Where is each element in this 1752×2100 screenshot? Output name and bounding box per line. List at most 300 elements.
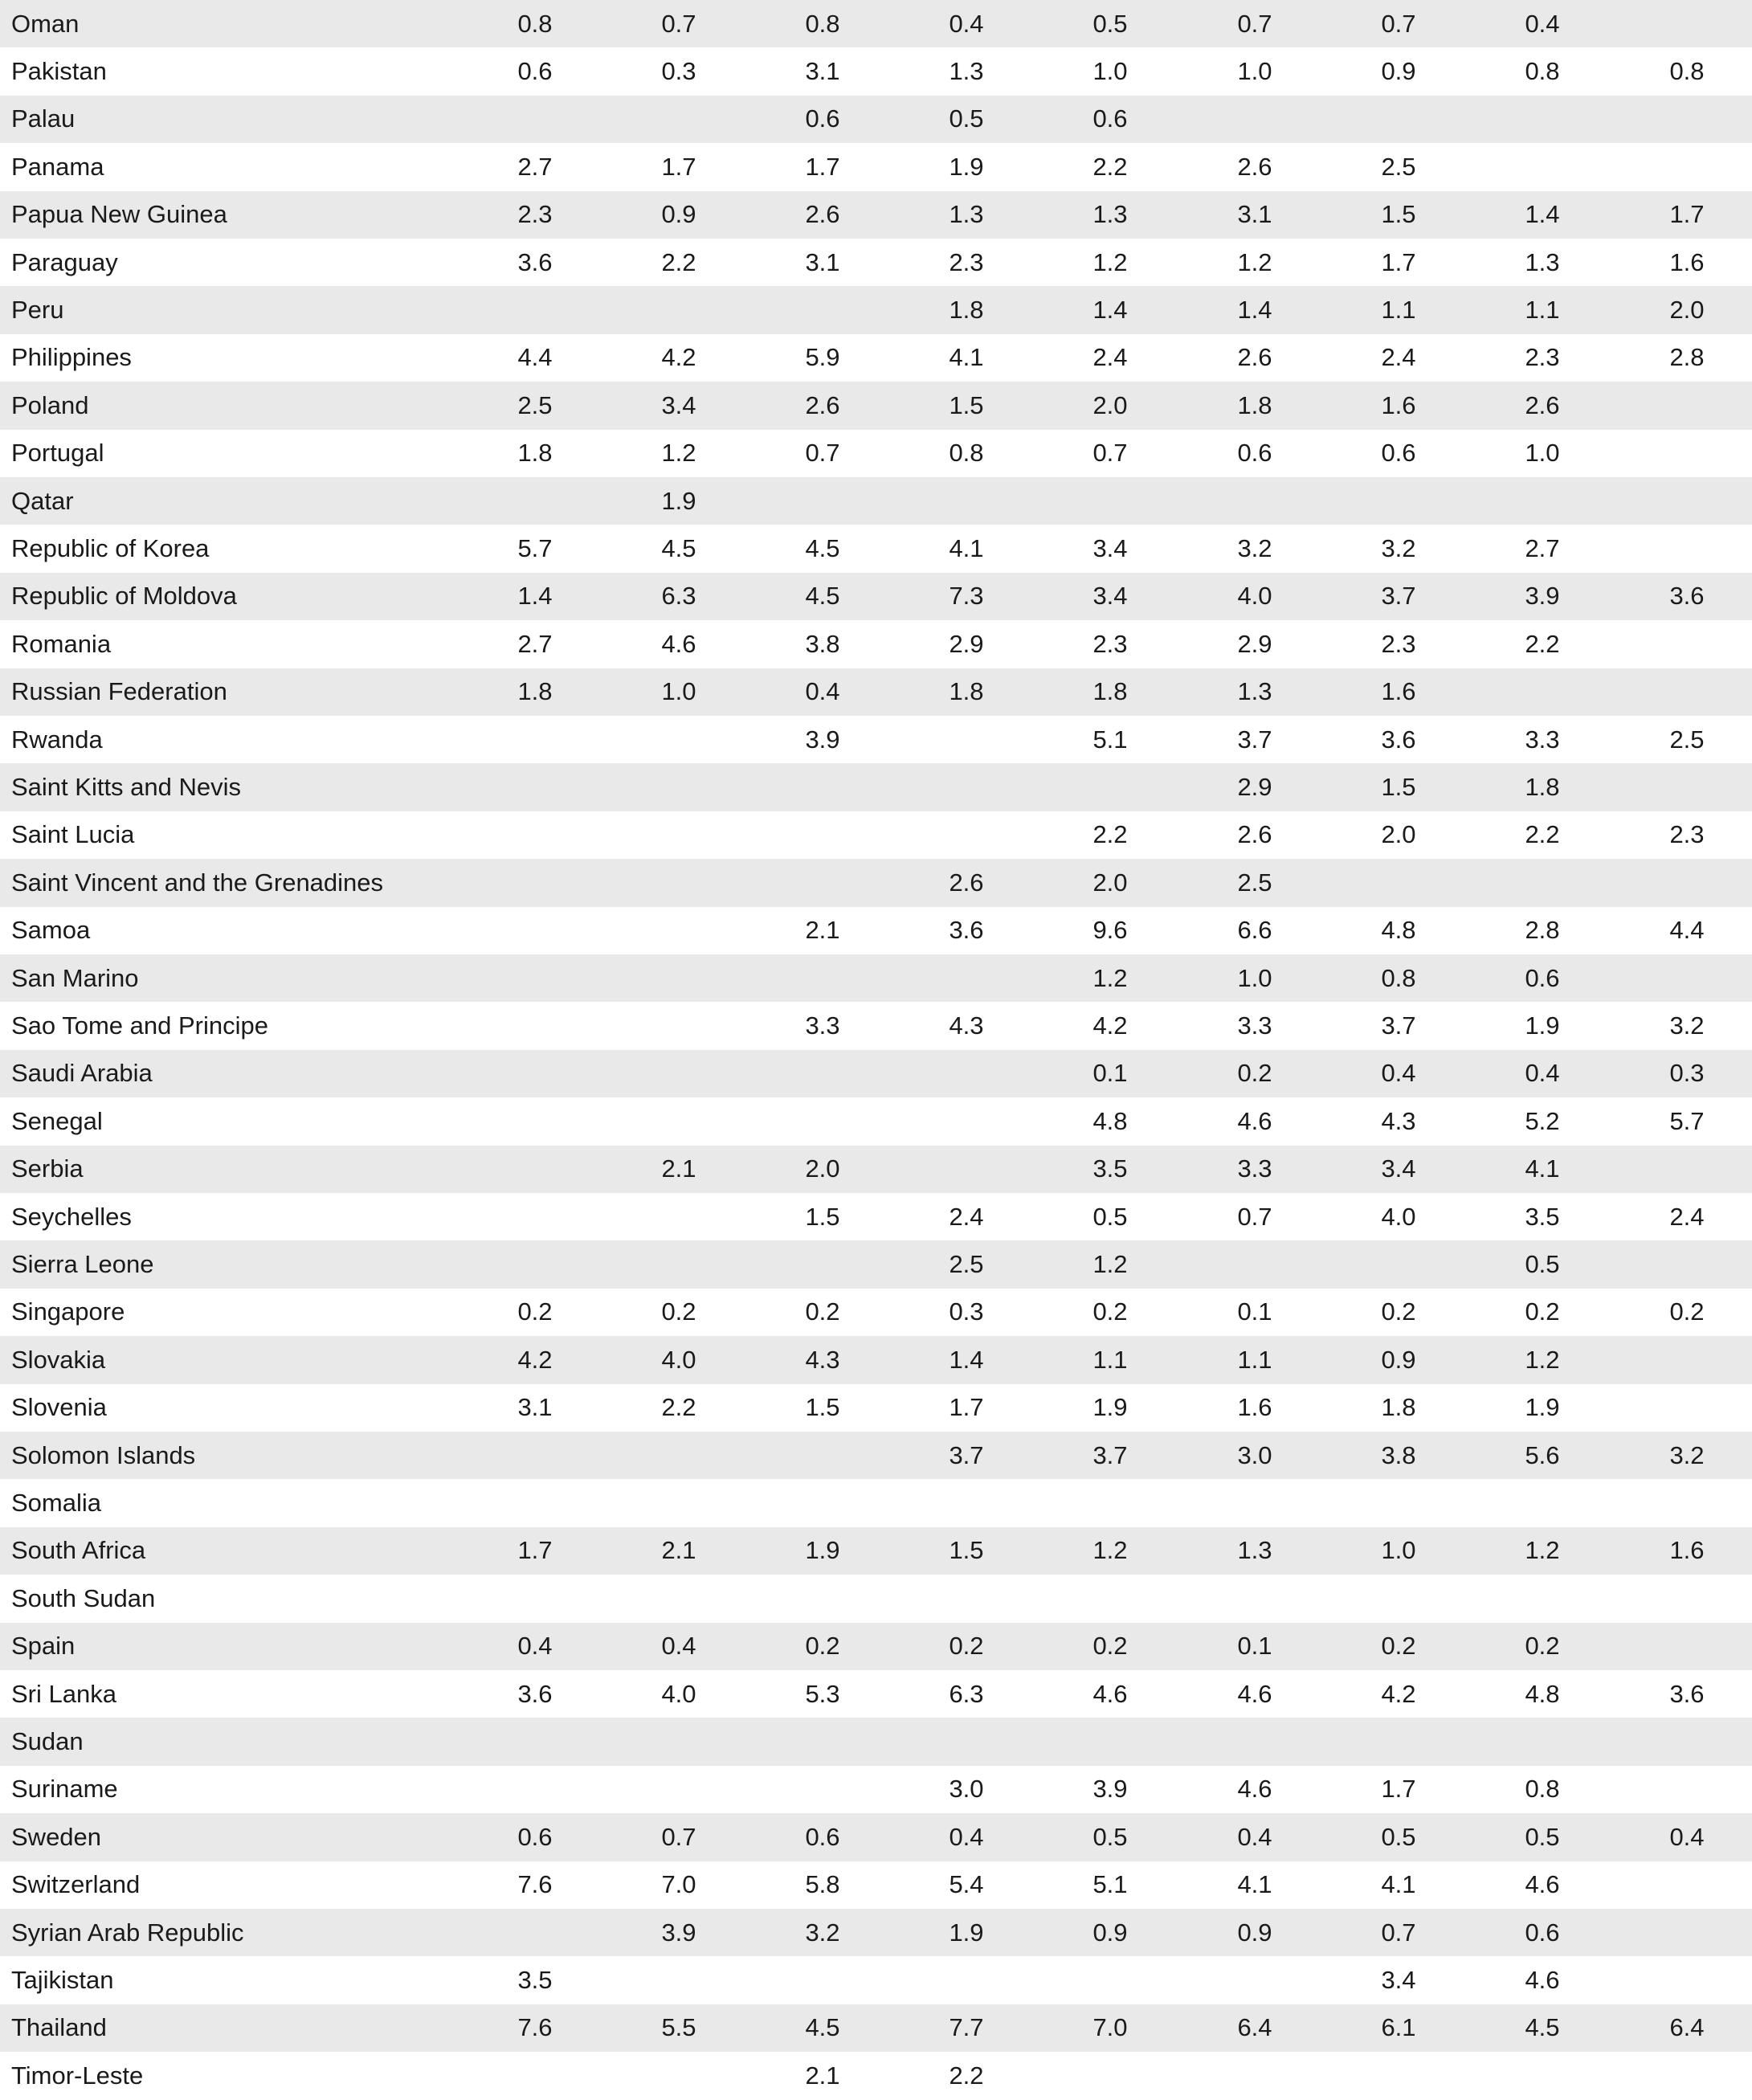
value-cell: 6.3	[661, 582, 696, 611]
value-cell: 1.1	[1525, 296, 1560, 325]
table-row	[0, 1766, 1752, 1813]
value-cell: 2.2	[661, 247, 696, 276]
country-name: Sri Lanka	[11, 1679, 116, 1708]
value-cell: 1.9	[1092, 1393, 1128, 1422]
value-cell: 2.7	[517, 629, 553, 658]
value-cell: 0.2	[1669, 1297, 1705, 1326]
value-cell: 2.1	[661, 1154, 696, 1183]
country-name: Panama	[11, 152, 104, 181]
value-cell: 0.7	[1092, 439, 1128, 468]
value-cell: 0.8	[1669, 57, 1705, 86]
value-cell: 1.7	[1669, 200, 1705, 229]
value-cell: 1.3	[1237, 677, 1272, 706]
value-cell: 4.3	[1381, 1106, 1416, 1135]
value-cell: 5.3	[805, 1679, 840, 1708]
value-cell: 3.0	[949, 1775, 984, 1804]
table-row	[0, 334, 1752, 382]
table-row	[0, 286, 1752, 333]
value-cell: 0.2	[1092, 1297, 1128, 1326]
table-row	[0, 1670, 1752, 1718]
value-cell: 0.8	[1525, 57, 1560, 86]
value-cell: 3.1	[805, 247, 840, 276]
country-name: Portugal	[11, 439, 104, 468]
value-cell: 5.6	[1525, 1440, 1560, 1469]
value-cell: 5.2	[1525, 1106, 1560, 1135]
value-cell: 0.2	[805, 1632, 840, 1661]
value-cell: 1.8	[949, 677, 984, 706]
value-cell: 0.6	[805, 1822, 840, 1851]
country-name: Solomon Islands	[11, 1440, 196, 1469]
table-row	[0, 191, 1752, 239]
value-cell: 0.7	[661, 9, 696, 38]
value-cell: 3.2	[1381, 534, 1416, 563]
country-name: Seychelles	[11, 1202, 132, 1231]
value-cell: 1.6	[1381, 390, 1416, 419]
value-cell: 1.2	[1092, 1536, 1128, 1565]
value-cell: 3.5	[1092, 1154, 1128, 1183]
country-name: Spain	[11, 1632, 76, 1661]
value-cell: 0.2	[1237, 1059, 1272, 1088]
value-cell: 2.3	[1669, 820, 1705, 849]
value-cell: 5.5	[661, 2013, 696, 2042]
value-cell: 0.4	[949, 9, 984, 38]
country-name: Samoa	[11, 916, 91, 945]
value-cell: 1.9	[661, 486, 696, 515]
value-cell: 0.2	[661, 1297, 696, 1326]
country-name: Slovakia	[11, 1345, 106, 1374]
value-cell: 1.6	[1669, 1536, 1705, 1565]
value-cell: 5.1	[1092, 725, 1128, 754]
value-cell: 2.9	[1237, 629, 1272, 658]
value-cell: 1.3	[1525, 247, 1560, 276]
country-name: Sweden	[11, 1822, 102, 1851]
table-row	[0, 1289, 1752, 1336]
table-row	[0, 430, 1752, 477]
table-row	[0, 1097, 1752, 1145]
value-cell: 1.3	[1237, 1536, 1272, 1565]
value-cell: 0.4	[1525, 1059, 1560, 1088]
value-cell: 2.5	[1669, 725, 1705, 754]
value-cell: 4.1	[1381, 1870, 1416, 1899]
value-cell: 0.8	[517, 9, 553, 38]
value-cell: 0.8	[949, 439, 984, 468]
value-cell: 3.0	[1237, 1440, 1272, 1469]
value-cell: 1.0	[1381, 1536, 1416, 1565]
value-cell: 0.7	[1381, 9, 1416, 38]
value-cell: 2.0	[1092, 390, 1128, 419]
value-cell: 4.0	[661, 1345, 696, 1374]
value-cell: 2.7	[517, 152, 553, 181]
value-cell: 4.5	[661, 534, 696, 563]
value-cell: 1.1	[1237, 1345, 1272, 1374]
table-row	[0, 811, 1752, 859]
value-cell: 0.8	[805, 9, 840, 38]
value-cell: 2.6	[805, 390, 840, 419]
value-cell: 1.2	[1092, 1250, 1128, 1279]
value-cell: 2.2	[1525, 629, 1560, 658]
table-row	[0, 716, 1752, 763]
value-cell: 3.7	[1381, 582, 1416, 611]
value-cell: 5.7	[517, 534, 553, 563]
value-cell: 2.0	[805, 1154, 840, 1183]
value-cell: 0.4	[1669, 1822, 1705, 1851]
value-cell: 0.9	[1092, 1918, 1128, 1947]
country-name: Saudi Arabia	[11, 1059, 153, 1088]
value-cell: 2.4	[949, 1202, 984, 1231]
value-cell: 1.7	[949, 1393, 984, 1422]
value-cell: 2.3	[517, 200, 553, 229]
value-cell: 1.4	[1237, 296, 1272, 325]
value-cell: 4.4	[517, 343, 553, 372]
value-cell: 1.9	[1525, 1393, 1560, 1422]
value-cell: 1.5	[805, 1202, 840, 1231]
table-row	[0, 1193, 1752, 1240]
value-cell: 0.6	[1525, 963, 1560, 992]
value-cell: 0.4	[1525, 9, 1560, 38]
value-cell: 1.2	[1237, 247, 1272, 276]
value-cell: 6.3	[949, 1679, 984, 1708]
value-cell: 0.7	[1237, 9, 1272, 38]
value-cell: 0.9	[1381, 1345, 1416, 1374]
value-cell: 3.9	[1092, 1775, 1128, 1804]
country-name: Republic of Korea	[11, 534, 210, 563]
value-cell: 2.0	[1092, 868, 1128, 897]
country-name: Romania	[11, 629, 112, 658]
value-cell: 0.7	[1237, 1202, 1272, 1231]
value-cell: 3.9	[1525, 582, 1560, 611]
table-row	[0, 1336, 1752, 1383]
value-cell: 3.6	[1669, 1679, 1705, 1708]
value-cell: 0.3	[1669, 1059, 1705, 1088]
table-row	[0, 1813, 1752, 1861]
value-cell: 5.8	[805, 1870, 840, 1899]
value-cell: 4.2	[1092, 1011, 1128, 1040]
value-cell: 6.1	[1381, 2013, 1416, 2042]
value-cell: 2.5	[949, 1250, 984, 1279]
value-cell: 4.8	[1381, 916, 1416, 945]
value-cell: 4.2	[661, 343, 696, 372]
value-cell: 1.0	[1237, 963, 1272, 992]
country-name: Tajikistan	[11, 1966, 114, 1995]
value-cell: 4.5	[805, 2013, 840, 2042]
value-cell: 4.8	[1525, 1679, 1560, 1708]
value-cell: 0.7	[1381, 1918, 1416, 1947]
value-cell: 1.8	[1525, 773, 1560, 802]
value-cell: 0.2	[805, 1297, 840, 1326]
value-cell: 1.7	[517, 1536, 553, 1565]
value-cell: 7.7	[949, 2013, 984, 2042]
value-cell: 3.4	[1092, 582, 1128, 611]
value-cell: 0.8	[1525, 1775, 1560, 1804]
table-row	[0, 1240, 1752, 1288]
value-cell: 2.1	[661, 1536, 696, 1565]
value-cell: 2.6	[1237, 343, 1272, 372]
value-cell: 0.4	[661, 1632, 696, 1661]
country-name: Palau	[11, 104, 76, 133]
table-row	[0, 1002, 1752, 1049]
country-name: Papua New Guinea	[11, 200, 227, 229]
value-cell: 0.8	[1381, 963, 1416, 992]
value-cell: 0.1	[1092, 1059, 1128, 1088]
table-row	[0, 0, 1752, 47]
value-cell: 3.1	[1237, 200, 1272, 229]
value-cell: 3.1	[805, 57, 840, 86]
value-cell: 3.7	[1237, 725, 1272, 754]
value-cell: 2.0	[1381, 820, 1416, 849]
value-cell: 4.8	[1092, 1106, 1128, 1135]
value-cell: 0.9	[1237, 1918, 1272, 1947]
table-row	[0, 1432, 1752, 1479]
value-cell: 0.6	[1092, 104, 1128, 133]
value-cell: 4.3	[805, 1345, 840, 1374]
country-name: Republic of Moldova	[11, 582, 237, 611]
value-cell: 2.0	[1669, 296, 1705, 325]
country-name: Sierra Leone	[11, 1250, 154, 1279]
value-cell: 3.6	[517, 1679, 553, 1708]
table-row	[0, 382, 1752, 429]
value-cell: 3.4	[1092, 534, 1128, 563]
table-row	[0, 143, 1752, 190]
value-cell: 1.9	[949, 1918, 984, 1947]
value-cell: 3.7	[1381, 1011, 1416, 1040]
value-cell: 1.7	[1381, 1775, 1416, 1804]
value-cell: 0.2	[517, 1297, 553, 1326]
value-cell: 2.3	[1092, 629, 1128, 658]
table-row	[0, 525, 1752, 572]
value-cell: 0.2	[1525, 1297, 1560, 1326]
value-cell: 2.8	[1525, 916, 1560, 945]
table-row	[0, 96, 1752, 143]
value-cell: 3.4	[1381, 1154, 1416, 1183]
value-cell: 0.1	[1237, 1297, 1272, 1326]
value-cell: 1.1	[1092, 1345, 1128, 1374]
country-name: Paraguay	[11, 247, 118, 276]
value-cell: 0.2	[1381, 1632, 1416, 1661]
value-cell: 1.0	[661, 677, 696, 706]
value-cell: 1.0	[1092, 57, 1128, 86]
value-cell: 4.6	[1237, 1106, 1272, 1135]
value-cell: 3.6	[1669, 582, 1705, 611]
value-cell: 3.2	[1669, 1440, 1705, 1469]
value-cell: 2.7	[1525, 534, 1560, 563]
country-name: Senegal	[11, 1106, 103, 1135]
value-cell: 4.1	[949, 343, 984, 372]
value-cell: 0.2	[1525, 1632, 1560, 1661]
value-cell: 1.8	[1237, 390, 1272, 419]
value-cell: 2.6	[1525, 390, 1560, 419]
value-cell: 1.8	[1381, 1393, 1416, 1422]
value-cell: 1.9	[949, 152, 984, 181]
value-cell: 0.6	[1525, 1918, 1560, 1947]
value-cell: 1.5	[805, 1393, 840, 1422]
country-name: Russian Federation	[11, 677, 227, 706]
value-cell: 2.1	[805, 2061, 840, 2090]
table-row	[0, 573, 1752, 620]
table-row	[0, 239, 1752, 286]
value-cell: 4.6	[1525, 1966, 1560, 1995]
country-name: Philippines	[11, 343, 132, 372]
country-name: Saint Lucia	[11, 820, 135, 849]
value-cell: 1.0	[1237, 57, 1272, 86]
value-cell: 1.6	[1237, 1393, 1272, 1422]
value-cell: 4.6	[661, 629, 696, 658]
value-cell: 3.2	[1237, 534, 1272, 563]
value-cell: 1.2	[661, 439, 696, 468]
value-cell: 4.6	[1237, 1775, 1272, 1804]
country-name: Poland	[11, 390, 89, 419]
value-cell: 3.3	[805, 1011, 840, 1040]
value-cell: 3.6	[1381, 725, 1416, 754]
value-cell: 0.3	[661, 57, 696, 86]
value-cell: 0.5	[1381, 1822, 1416, 1851]
value-cell: 2.9	[1237, 773, 1272, 802]
value-cell: 3.3	[1525, 725, 1560, 754]
value-cell: 2.5	[517, 390, 553, 419]
value-cell: 1.2	[1092, 963, 1128, 992]
value-cell: 0.4	[517, 1632, 553, 1661]
value-cell: 4.3	[949, 1011, 984, 1040]
value-cell: 3.7	[1092, 1440, 1128, 1469]
value-cell: 1.5	[1381, 200, 1416, 229]
value-cell: 2.8	[1669, 343, 1705, 372]
value-cell: 1.6	[1381, 677, 1416, 706]
country-name: Saint Kitts and Nevis	[11, 773, 242, 802]
country-name: Somalia	[11, 1489, 101, 1518]
country-name: Syrian Arab Republic	[11, 1918, 244, 1947]
value-cell: 1.6	[1669, 247, 1705, 276]
value-cell: 4.5	[805, 582, 840, 611]
value-cell: 3.4	[1381, 1966, 1416, 1995]
value-cell: 4.2	[517, 1345, 553, 1374]
value-cell: 0.9	[661, 200, 696, 229]
value-cell: 3.2	[1669, 1011, 1705, 1040]
value-cell: 6.4	[1237, 2013, 1272, 2042]
country-name: South Sudan	[11, 1583, 156, 1612]
table-row	[0, 954, 1752, 1002]
table-row	[0, 2004, 1752, 2052]
value-cell: 5.1	[1092, 1870, 1128, 1899]
value-cell: 7.6	[517, 1870, 553, 1899]
country-name: Saint Vincent and the Grenadines	[11, 868, 384, 897]
value-cell: 7.6	[517, 2013, 553, 2042]
table-row	[0, 1479, 1752, 1526]
table-row	[0, 907, 1752, 954]
value-cell: 1.9	[1525, 1011, 1560, 1040]
value-cell: 0.5	[1092, 1822, 1128, 1851]
value-cell: 2.1	[805, 916, 840, 945]
value-cell: 4.0	[661, 1679, 696, 1708]
value-cell: 3.4	[661, 390, 696, 419]
table-row	[0, 763, 1752, 811]
value-cell: 1.2	[1525, 1536, 1560, 1565]
value-cell: 2.6	[805, 200, 840, 229]
value-cell: 1.5	[949, 390, 984, 419]
value-cell: 1.9	[805, 1536, 840, 1565]
value-cell: 1.7	[805, 152, 840, 181]
value-cell: 2.3	[1525, 343, 1560, 372]
value-cell: 3.3	[1237, 1154, 1272, 1183]
country-name: San Marino	[11, 963, 139, 992]
value-cell: 0.5	[1092, 9, 1128, 38]
value-cell: 1.5	[1381, 773, 1416, 802]
value-cell: 1.4	[1092, 296, 1128, 325]
value-cell: 0.9	[1381, 57, 1416, 86]
country-name: Peru	[11, 296, 64, 325]
value-cell: 2.6	[949, 868, 984, 897]
value-cell: 2.2	[1525, 820, 1560, 849]
table-row	[0, 47, 1752, 95]
value-cell: 0.6	[1381, 439, 1416, 468]
country-name: Thailand	[11, 2013, 107, 2042]
table-row	[0, 1861, 1752, 1909]
value-cell: 0.6	[1237, 439, 1272, 468]
country-name: Timor-Leste	[11, 2061, 144, 2090]
value-cell: 4.6	[1237, 1679, 1272, 1708]
value-cell: 3.9	[661, 1918, 696, 1947]
value-cell: 2.2	[1092, 820, 1128, 849]
value-cell: 0.6	[517, 57, 553, 86]
value-cell: 0.4	[1237, 1822, 1272, 1851]
value-cell: 0.4	[1381, 1059, 1416, 1088]
value-cell: 2.5	[1381, 152, 1416, 181]
value-cell: 5.4	[949, 1870, 984, 1899]
value-cell: 0.6	[805, 104, 840, 133]
value-cell: 1.4	[1525, 200, 1560, 229]
value-cell: 4.6	[1092, 1679, 1128, 1708]
value-cell: 2.2	[1092, 152, 1128, 181]
value-cell: 0.1	[1237, 1632, 1272, 1661]
country-name: Singapore	[11, 1297, 125, 1326]
value-cell: 0.5	[1092, 1202, 1128, 1231]
country-name: Oman	[11, 9, 80, 38]
value-cell: 2.4	[1381, 343, 1416, 372]
value-cell: 3.2	[805, 1918, 840, 1947]
value-cell: 3.3	[1237, 1011, 1272, 1040]
value-cell: 0.3	[949, 1297, 984, 1326]
value-cell: 1.4	[949, 1345, 984, 1374]
table-row	[0, 1050, 1752, 1097]
value-cell: 2.3	[1381, 629, 1416, 658]
value-cell: 3.5	[517, 1966, 553, 1995]
value-cell: 4.4	[1669, 916, 1705, 945]
value-cell: 1.8	[517, 439, 553, 468]
table-row	[0, 1384, 1752, 1432]
value-cell: 0.7	[805, 439, 840, 468]
value-cell: 2.2	[661, 1393, 696, 1422]
country-name: Qatar	[11, 486, 74, 515]
value-cell: 4.2	[1381, 1679, 1416, 1708]
value-cell: 6.6	[1237, 916, 1272, 945]
value-cell: 4.0	[1381, 1202, 1416, 1231]
value-cell: 0.7	[661, 1822, 696, 1851]
value-cell: 1.8	[517, 677, 553, 706]
table-row	[0, 1527, 1752, 1575]
value-cell: 0.2	[1092, 1632, 1128, 1661]
value-cell: 0.2	[1381, 1297, 1416, 1326]
value-cell: 5.9	[805, 343, 840, 372]
value-cell: 2.9	[949, 629, 984, 658]
value-cell: 1.7	[661, 152, 696, 181]
country-name: Rwanda	[11, 725, 103, 754]
value-cell: 1.2	[1525, 1345, 1560, 1374]
value-cell: 2.4	[1092, 343, 1128, 372]
value-cell: 0.2	[949, 1632, 984, 1661]
value-cell: 1.8	[949, 296, 984, 325]
table-row	[0, 1718, 1752, 1765]
country-name: Serbia	[11, 1154, 84, 1183]
value-cell: 3.8	[1381, 1440, 1416, 1469]
value-cell: 1.4	[517, 582, 553, 611]
